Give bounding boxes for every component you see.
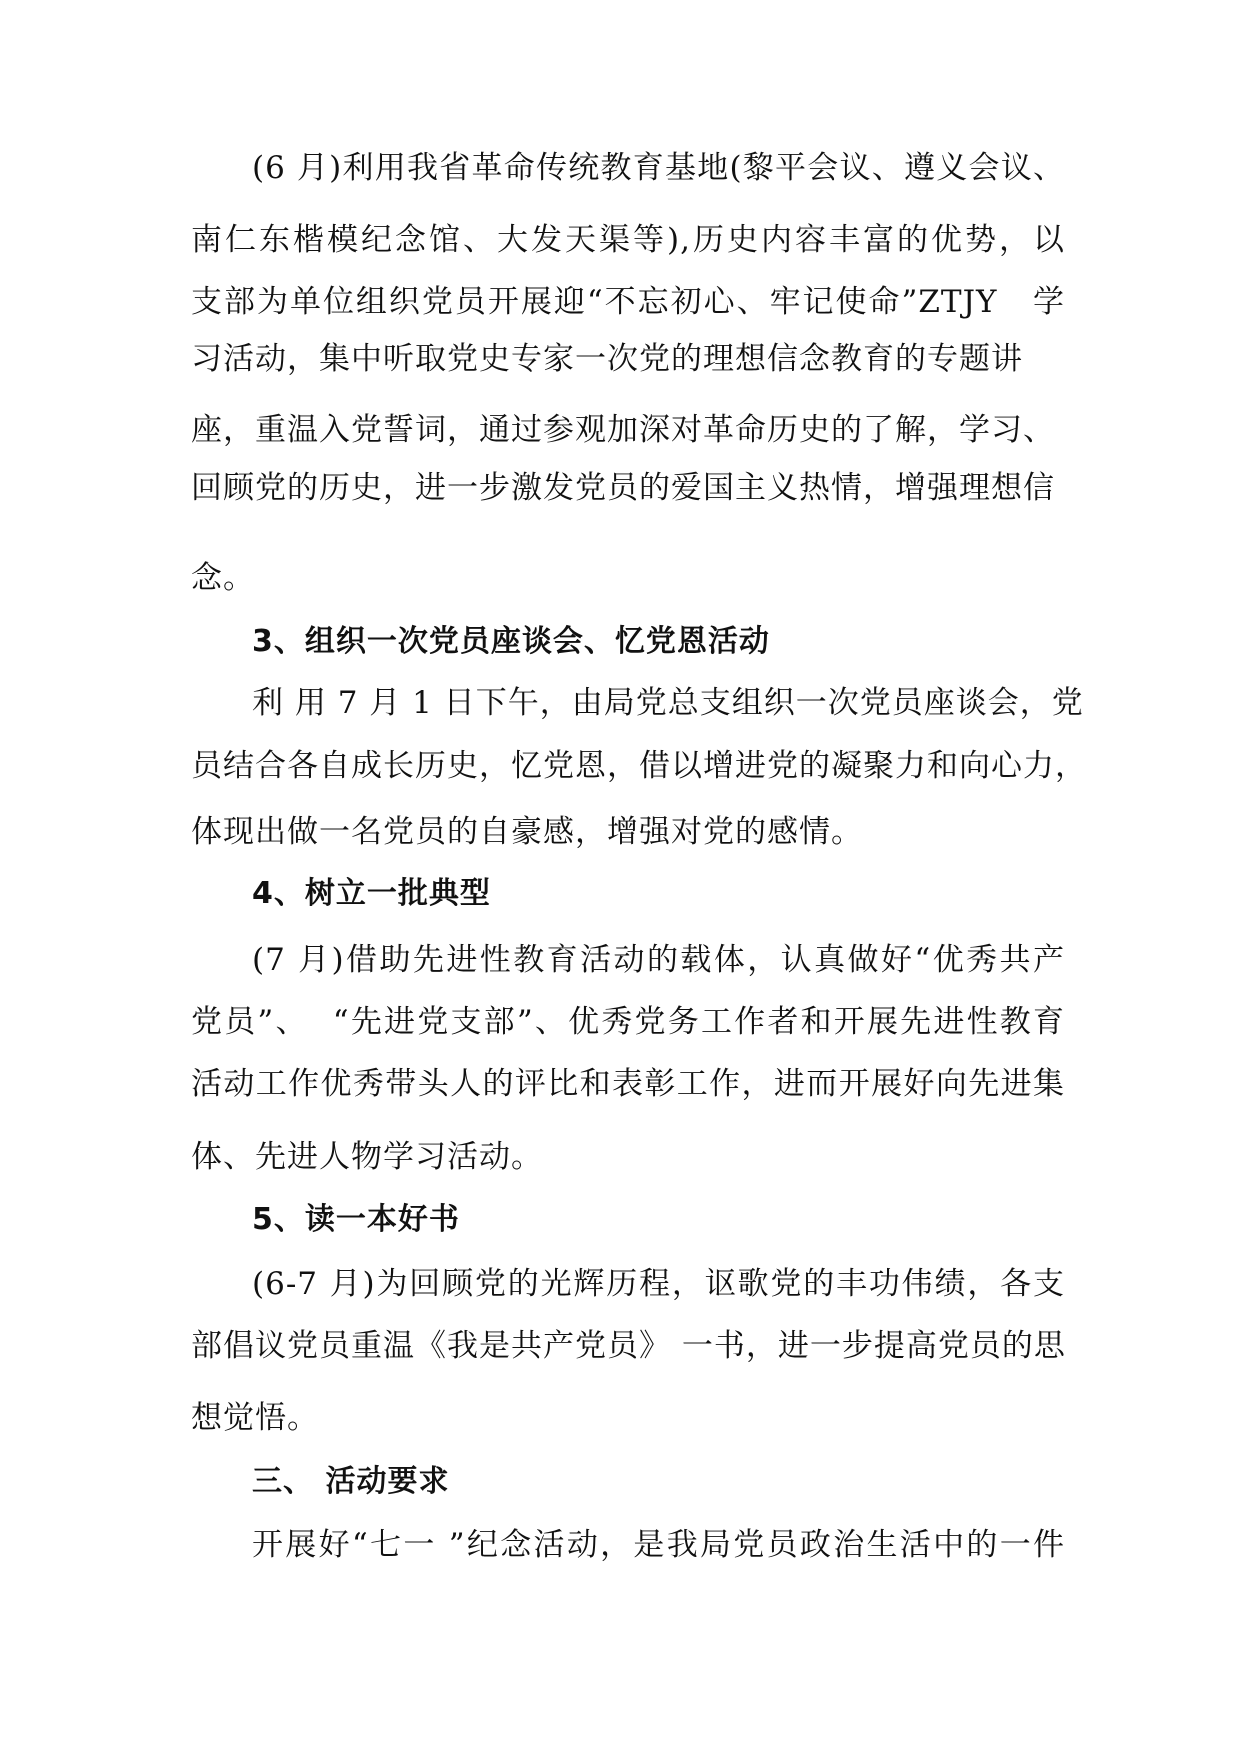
paragraph-line: 回顾党的历史，进一步激发党员的爱国主义热情，增强理想信 xyxy=(191,470,1055,506)
paragraph-line: 体、先进人物学习活动。 xyxy=(191,1139,543,1175)
paragraph-line: 党员”、 “先进党支部”、优秀党务工作者和开展先进性教育 xyxy=(191,1004,1065,1040)
paragraph-line: (6 月)利用我省革命传统教育基地(黎平会议、遵义会议、 xyxy=(252,150,1065,186)
paragraph-line: 习活动，集中听取党史专家一次党的理想信念教育的专题讲 xyxy=(191,341,1023,377)
paragraph-line: 想觉悟。 xyxy=(191,1400,319,1436)
section-heading: 4、树立一批典型 xyxy=(252,876,491,911)
paragraph-line: (7 月)借助先进性教育活动的载体，认真做好“优秀共产 xyxy=(252,942,1065,978)
paragraph-line: 部倡议党员重温《我是共产党员》 一书，进一步提高党员的思 xyxy=(191,1328,1066,1364)
section-heading: 三、 活动要求 xyxy=(252,1464,450,1499)
paragraph-line: (6-7 月)为回顾党的光辉历程，讴歌党的丰功伟绩，各支 xyxy=(252,1266,1065,1302)
paragraph-line: 座，重温入党誓词，通过参观加深对革命历史的了解，学习、 xyxy=(191,412,1055,448)
paragraph-line: 开展好“七一 ”纪念活动，是我局党员政治生活中的一件 xyxy=(252,1527,1065,1563)
section-heading: 3、组织一次党员座谈会、忆党恩活动 xyxy=(252,624,770,659)
paragraph-line: 南仁东楷模纪念馆、大发天渠等),历史内容丰富的优势，以 xyxy=(191,222,1065,258)
section-heading: 5、读一本好书 xyxy=(252,1202,460,1237)
paragraph-line: 利 用 7 月 1 日下午，由局党总支组织一次党员座谈会，党 xyxy=(252,685,1084,721)
paragraph-line: 支部为单位组织党员开展迎“不忘初心、牢记使命”ZTJY 学 xyxy=(191,284,1065,320)
paragraph-line: 念。 xyxy=(191,560,255,596)
paragraph-line: 员结合各自成长历史，忆党恩，借以增进党的凝聚力和向心力， xyxy=(191,748,1087,784)
paragraph-line: 活动工作优秀带头人的评比和表彰工作，进而开展好向先进集 xyxy=(191,1066,1065,1102)
paragraph-line: 体现出做一名党员的自豪感，增强对党的感情。 xyxy=(191,814,863,850)
